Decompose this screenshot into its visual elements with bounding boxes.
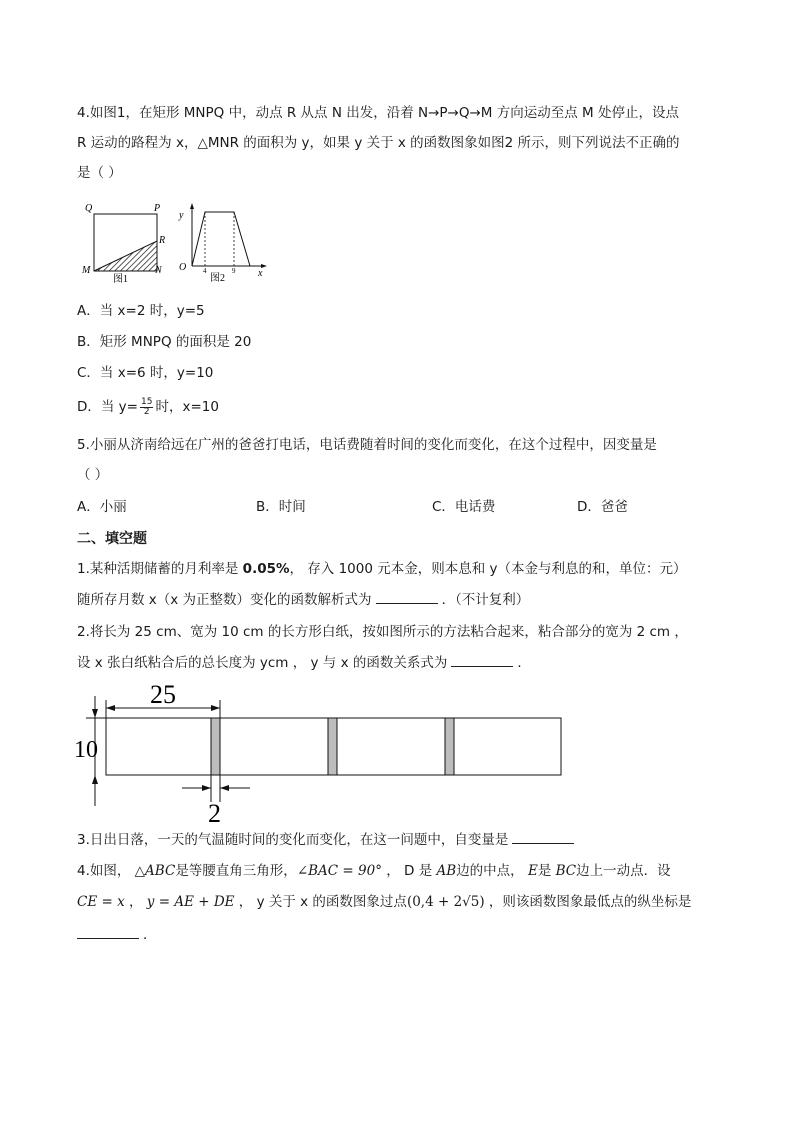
label-r: R xyxy=(159,235,166,246)
q4-line-2: R 运动的路程为 x，△MNR 的面积为 y，如果 y 关于 x 的函数图象如图2 所示，则下列说法不正确的 xyxy=(77,135,680,151)
q5-option-c: C．电话费 xyxy=(432,499,496,515)
glue-part-3 xyxy=(445,718,454,775)
q5-option-a: A．小丽 xyxy=(77,499,127,515)
f1-post: ， 存入 1000 元本金，则本息和 y（本金与利息的和，单位：元） xyxy=(289,561,687,577)
dim-25-label: 25 xyxy=(150,680,176,709)
q5-option-b: B．时间 xyxy=(256,499,306,515)
q5-option-d: D．爸爸 xyxy=(577,499,628,515)
q4-option-d xyxy=(77,397,219,417)
q4-option-d-post: 时，x=10 xyxy=(155,399,219,415)
figure-2-graph xyxy=(174,200,274,284)
dim-25-arrow-right xyxy=(211,705,220,711)
q5-line-1: 5.小丽从济南给远在广州的爸爸打电话，电话费随着时间的变化而变化，在这个过程中，因变量是 xyxy=(77,437,657,453)
f4-line-2 xyxy=(77,892,691,912)
label-m: M xyxy=(82,265,91,276)
fraction-numerator: 15 xyxy=(141,396,153,407)
f4-p8: ，则该函数图象最低点的纵坐标是 xyxy=(484,894,692,910)
f4-line-3 xyxy=(77,925,157,945)
f2-line2-post: ． xyxy=(517,655,531,671)
f4-answer-blank[interactable] xyxy=(77,926,139,939)
f2-line-1: 2.将长为 25 cm、宽为 10 cm 的长方形白纸，按如图所示的方法粘合起来，粘合部分的宽为 2 cm ， xyxy=(77,624,688,640)
f1-line-2 xyxy=(77,590,529,610)
f1-rate: 0.05% xyxy=(242,561,290,577)
origin-label: O xyxy=(179,262,187,273)
glue-part-2 xyxy=(328,718,337,775)
f4-p4: 边的中点， xyxy=(456,863,528,879)
f4-end: ． xyxy=(143,927,157,943)
axis-label-x: x xyxy=(258,268,263,279)
f4-line-1 xyxy=(77,861,671,881)
q4-option-a: A．当 x=2 时，y=5 xyxy=(77,303,205,319)
q4-line-3: 是（ ） xyxy=(77,165,122,181)
q4-option-c: C．当 x=6 时，y=10 xyxy=(77,365,214,381)
f4-p2: 是等腰直角三角形， xyxy=(175,863,297,879)
fraction-15-2 xyxy=(140,398,153,417)
f4-e: E xyxy=(527,863,538,879)
dim-10-arrow-top xyxy=(92,709,98,718)
figure-1-caption: 图1 xyxy=(113,274,128,284)
q4-option-b: B．矩形 MNPQ 的面积是 20 xyxy=(77,334,252,350)
section-title-fill-in: 二、填空题 xyxy=(77,531,147,547)
q5-line-2: （ ） xyxy=(77,467,109,483)
tick-label-4: 4 xyxy=(203,267,207,275)
f3-text: 3.日出日落，一天的气温随时间的变化而变化，在这一问题中，自变量是 xyxy=(77,832,509,848)
dim-25-arrow-left xyxy=(106,705,115,711)
f1-line2-pre: 随所存月数 x（x 为正整数）变化的函数解析式为 xyxy=(77,592,372,608)
f3-answer-blank[interactable] xyxy=(512,831,574,844)
f4-point: (0,4 + 2√5) xyxy=(406,894,485,910)
label-p: P xyxy=(154,203,161,214)
q4-option-d-pre: D．当 y= xyxy=(77,399,138,415)
f4-ce-eq: CE = x xyxy=(77,894,125,910)
fraction-denominator: 2 xyxy=(143,406,150,417)
f4-bc: BC xyxy=(555,863,577,879)
f2-answer-blank[interactable] xyxy=(451,654,513,667)
label-n: N xyxy=(155,265,162,276)
dim-10-label: 10 xyxy=(74,737,98,763)
tick-label-9: 9 xyxy=(232,267,236,275)
axis-label-y: y xyxy=(179,210,184,221)
f4-sep: ， xyxy=(124,894,147,910)
q4-line-1: 4.如图1，在矩形 MNPQ 中，动点 R 从点 N 出发，沿着 N→P→Q→M 方向运动至点 M 处停止，设点 xyxy=(77,105,679,121)
paper-strips-figure xyxy=(72,678,572,826)
triangle-mnr xyxy=(94,241,157,271)
f4-triangle: △ABC xyxy=(134,863,176,879)
f4-y-eq: y = AE + DE xyxy=(146,894,235,910)
f4-ab: AB xyxy=(436,863,457,879)
y-axis-arrow xyxy=(190,203,194,209)
dim-2-arrow-left xyxy=(202,785,211,791)
dim-2-label: 2 xyxy=(208,799,221,826)
dim-2-arrow-right xyxy=(220,785,229,791)
f4-p1: 4.如图， xyxy=(77,863,135,879)
f4-p5: 是 xyxy=(537,863,556,879)
f2-line-2 xyxy=(77,653,531,673)
function-graph xyxy=(192,212,250,266)
label-q: Q xyxy=(85,203,93,214)
f3-line xyxy=(77,830,578,850)
f1-line2-post: ．（不计复利） xyxy=(441,592,530,608)
f2-line2-pre: 设 x 张白纸粘合后的总长度为 ycm ， y 与 x 的函数关系式为 xyxy=(77,655,448,671)
glue-part-1 xyxy=(211,718,220,775)
f4-p6: 边上一动点．设 xyxy=(576,863,671,879)
f4-angle: ∠BAC = 90° xyxy=(296,863,382,879)
figure-2-caption: 图2 xyxy=(210,273,225,284)
f1-pre: 1.某种活期储蓄的月利率是 xyxy=(77,561,243,577)
dim-10-arrow-bottom xyxy=(92,775,98,784)
f4-p3: ， D 是 xyxy=(381,863,437,879)
figure-1-rectangle xyxy=(76,196,176,284)
f1-answer-blank[interactable] xyxy=(376,591,438,604)
f4-p7: ， y 关于 x 的函数图象过点 xyxy=(234,894,407,910)
f1-line-1 xyxy=(77,559,687,579)
